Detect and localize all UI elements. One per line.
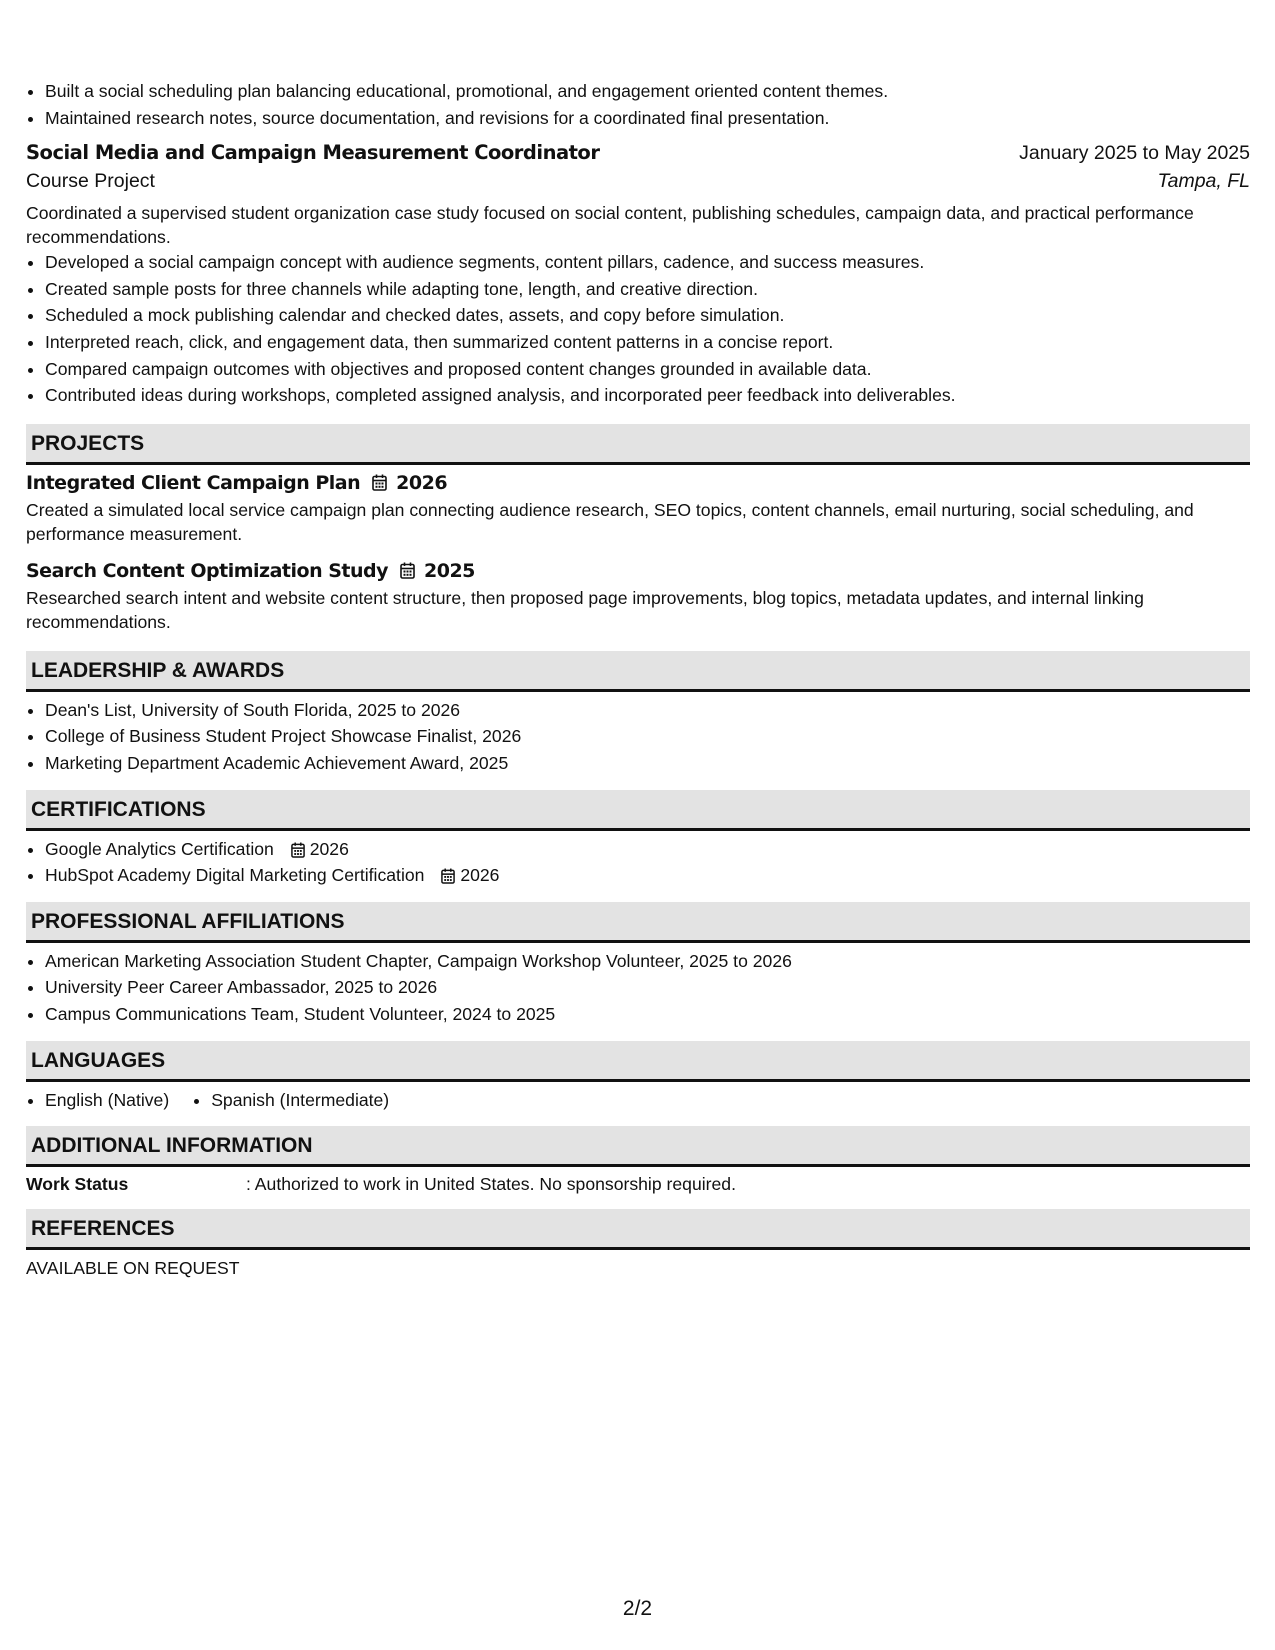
previous-entry-bullets: [26, 78, 1250, 131]
list-item: • Marketing Department Academic Achievement Award, 2025: [45, 750, 1250, 777]
project-description: Created a simulated local service campaign plan connecting audience research, SEO topics, content channels, email nurturing, social scheduling, and performance measurement.: [26, 499, 1194, 544]
list-item: • Contributed ideas during workshops, completed assigned analysis, and incorporated peer feedback into deliverables.: [45, 382, 1250, 409]
section-heading-leadership: LEADERSHIP & AWARDS: [26, 651, 1250, 692]
list-item: • Dean's List, University of South Florida, 2025 to 2026: [45, 697, 1250, 724]
calendar-icon: [441, 868, 455, 884]
job-organization: Course Project: [26, 170, 155, 193]
list-item: • Campus Communications Team, Student Volunteer, 2024 to 2025: [45, 1001, 1250, 1028]
project-title: Integrated Client Campaign Plan: [26, 471, 361, 494]
list-item: [45, 862, 1250, 889]
certifications-list: [26, 836, 1250, 889]
work-status-value: : Authorized to work in United States. No sponsorship required.: [246, 1174, 736, 1195]
list-item: • Compared campaign outcomes with objectives and proposed content changes grounded in available data.: [45, 356, 1250, 383]
section-heading-affiliations: PROFESSIONAL AFFILIATIONS: [26, 902, 1250, 943]
work-status-label: Work Status: [26, 1174, 129, 1195]
section-heading-references: REFERENCES: [26, 1209, 1250, 1250]
job-description: Coordinated a supervised student organization case study focused on social content, publishing schedules, campaign data, and practical performance recommendations.: [26, 203, 1194, 248]
page-number: 2/2: [622, 1597, 653, 1620]
calendar-icon: [400, 562, 415, 579]
list-item: • Spanish (Intermediate): [211, 1087, 389, 1114]
project-description: Researched search intent and website content structure, then proposed page improvements, blog topics, metadata updates, and internal linking recommendations.: [26, 587, 1144, 632]
list-item: • University Peer Career Ambassador, 2025 to 2026: [45, 974, 1250, 1001]
list-item: • Maintained research notes, source documentation, and revisions for a coordinated final presentation.: [45, 105, 1250, 132]
project-entry: [26, 472, 1250, 546]
list-item: • Scheduled a mock publishing calendar and checked dates, assets, and copy before simulation.: [45, 302, 1250, 329]
job-bullets: [26, 249, 1250, 409]
certification-name: HubSpot Academy Digital Marketing Certification: [45, 865, 425, 886]
section-heading-additional: ADDITIONAL INFORMATION: [26, 1126, 1250, 1167]
work-status-row: [26, 1174, 1250, 1195]
experience-entry: [26, 141, 1250, 409]
certification-year: 2026: [460, 865, 500, 886]
project-entry: [26, 560, 1250, 634]
list-item: • College of Business Student Project Showcase Finalist, 2026: [45, 723, 1250, 750]
job-title: Social Media and Campaign Measurement Coordinator: [26, 141, 600, 165]
list-item: • Built a social scheduling plan balancing educational, promotional, and engagement oriented content themes.: [45, 78, 1250, 105]
list-item: [45, 836, 1250, 863]
job-location: Tampa, FL: [1157, 170, 1250, 193]
resume-page: [26, 78, 1250, 1279]
list-item: • Developed a social campaign concept with audience segments, content pillars, cadence, and success measures.: [45, 249, 1250, 276]
calendar-icon: [291, 842, 305, 858]
calendar-icon: [372, 474, 387, 491]
certification-year: 2026: [309, 838, 349, 859]
affiliations-list: [26, 948, 1250, 1028]
project-title: Search Content Optimization Study: [26, 559, 388, 582]
references-text: AVAILABLE ON REQUEST: [26, 1258, 240, 1279]
section-heading-languages: LANGUAGES: [26, 1041, 1250, 1082]
leadership-list: [26, 697, 1250, 777]
certification-name: Google Analytics Certification: [45, 838, 274, 859]
list-item: • American Marketing Association Student Chapter, Campaign Workshop Volunteer, 2025 to 2026: [45, 948, 1250, 975]
section-heading-certifications: CERTIFICATIONS: [26, 790, 1250, 831]
section-heading-projects: PROJECTS: [26, 424, 1250, 465]
job-dates: January 2025 to May 2025: [1019, 142, 1250, 165]
project-year: 2026: [396, 471, 448, 494]
list-item: • Created sample posts for three channels while adapting tone, length, and creative direction.: [45, 276, 1250, 303]
list-item: • English (Native): [45, 1087, 169, 1114]
languages-list: [26, 1087, 1250, 1114]
project-year: 2025: [424, 559, 475, 582]
list-item: • Interpreted reach, click, and engagement data, then summarized content patterns in a concise report.: [45, 329, 1250, 356]
